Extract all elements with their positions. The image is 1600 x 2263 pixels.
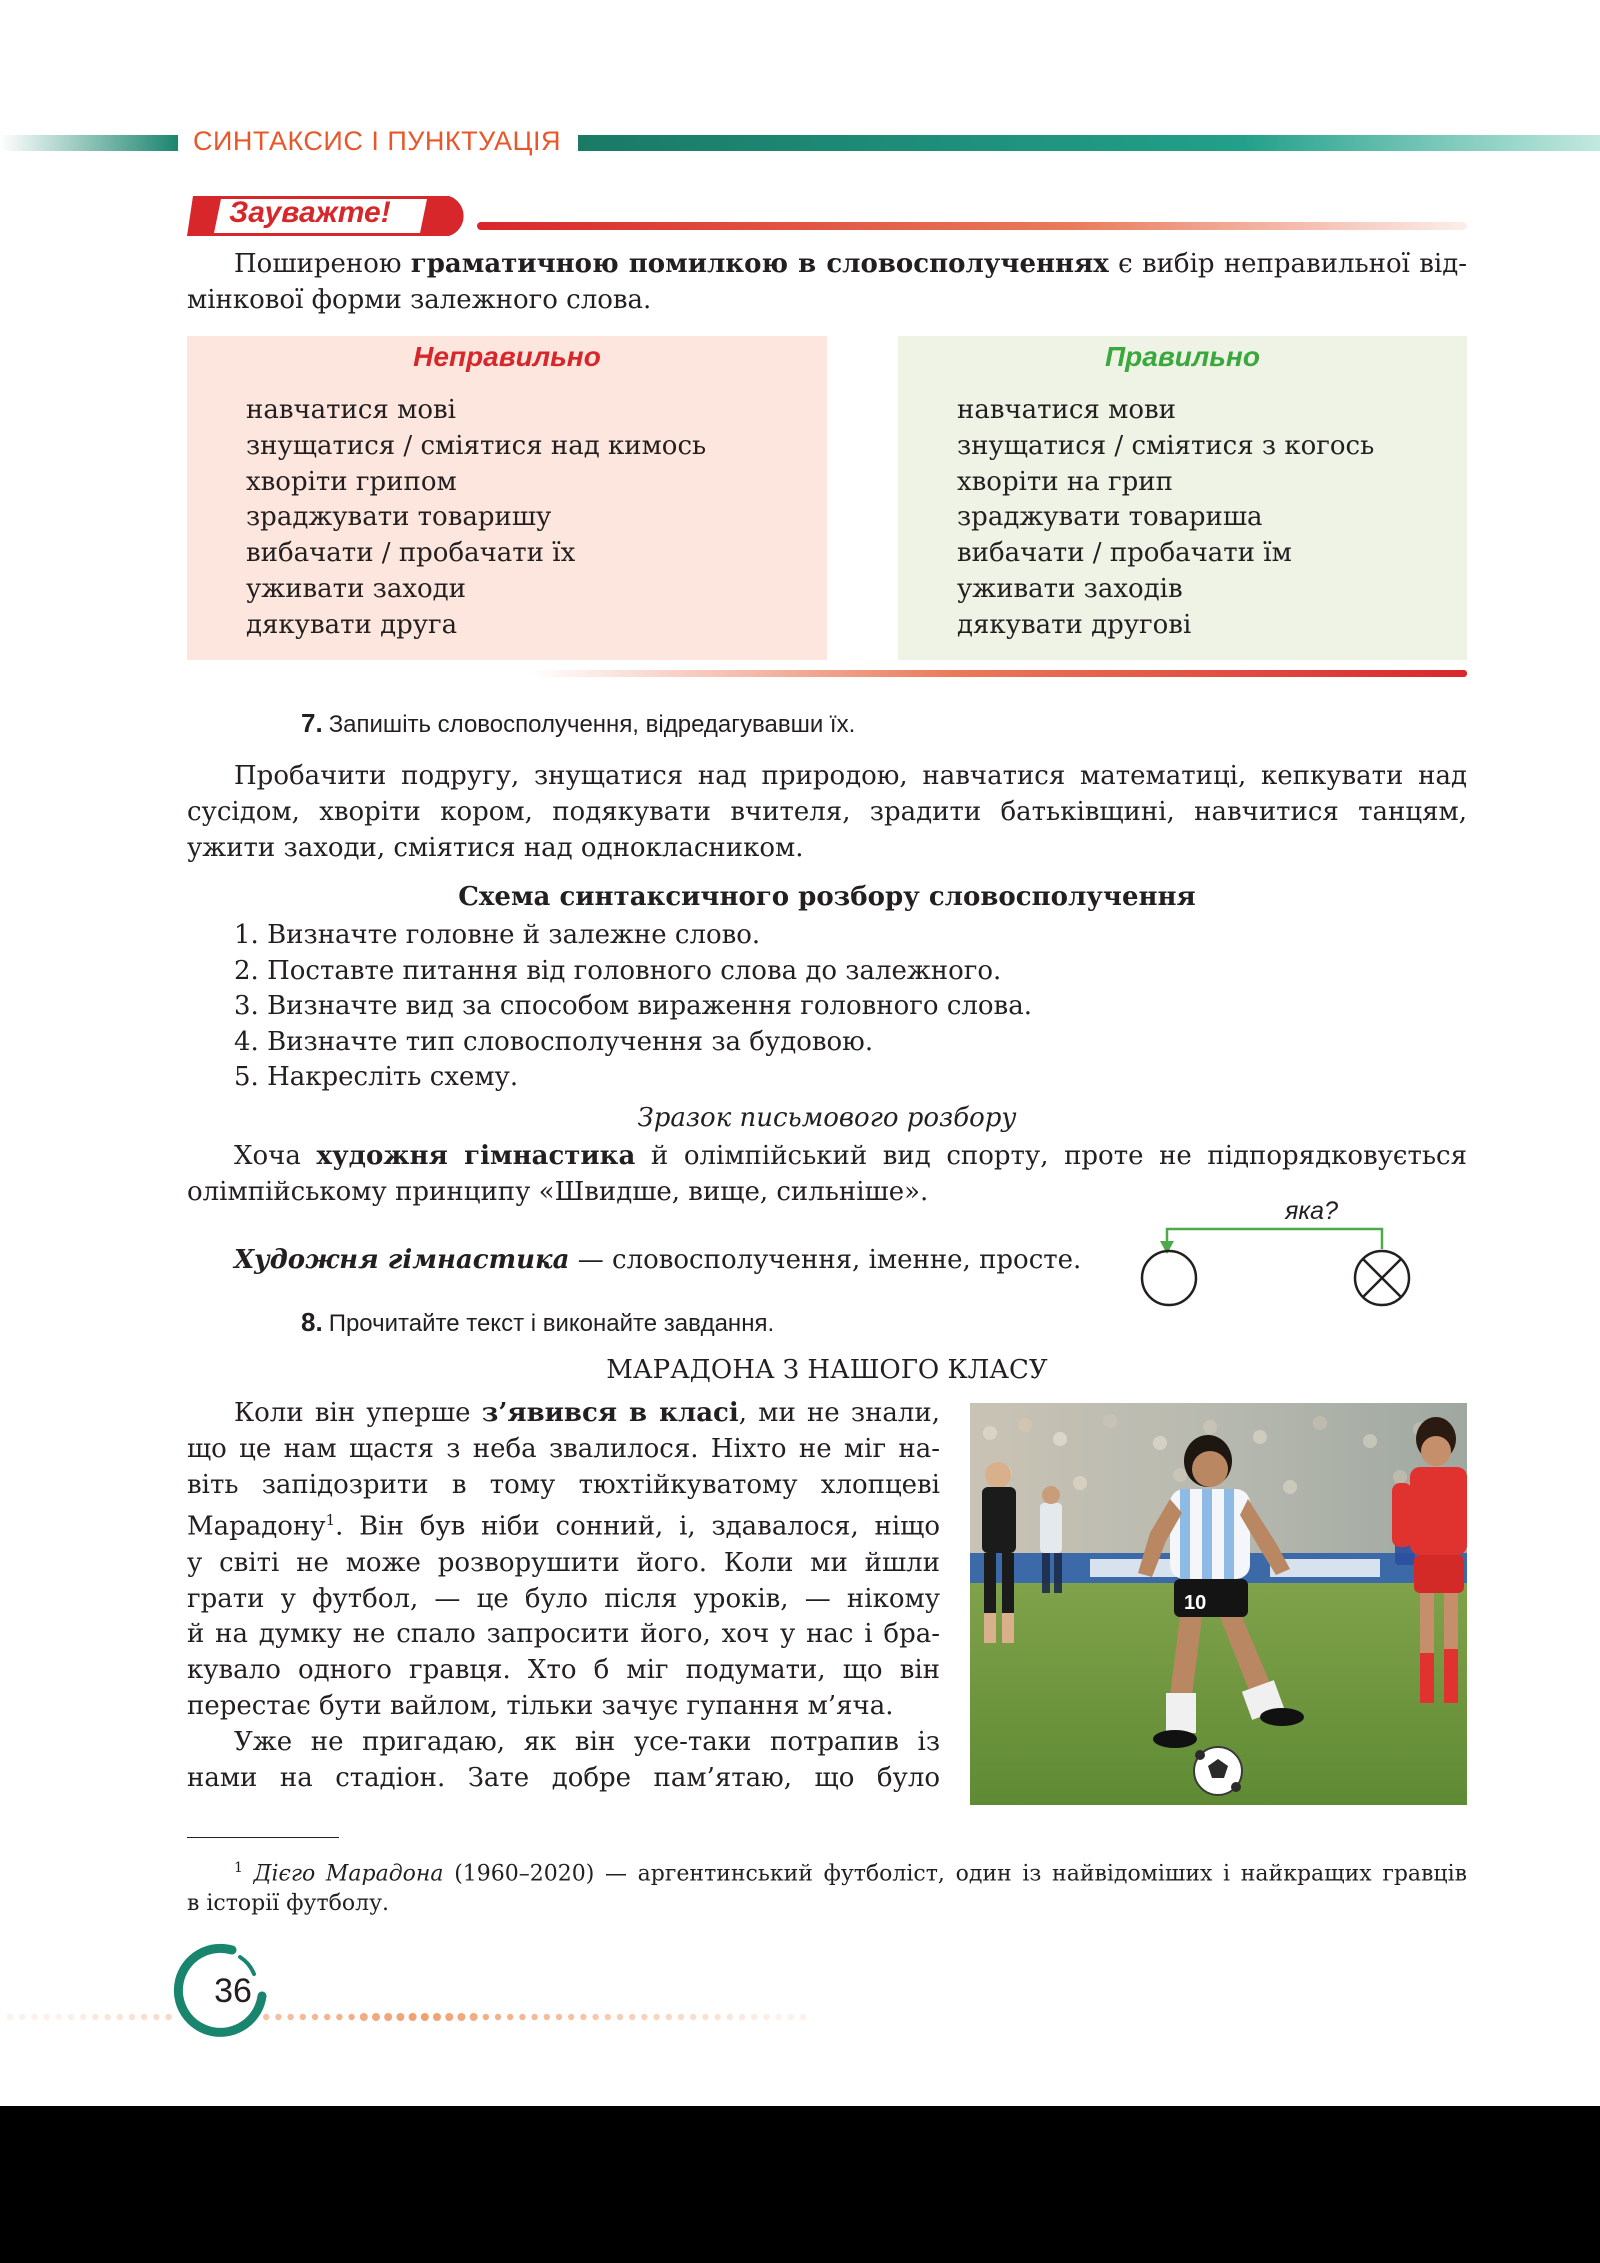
scheme-title: Схема синтаксичного розбору словосполучення (458, 882, 1196, 912)
decor-dot (727, 2014, 733, 2020)
list-item: хворіти грипом (246, 466, 457, 497)
right-forms-panel (898, 336, 1467, 660)
decor-dot (483, 2014, 489, 2020)
decor-dot (641, 2014, 647, 2020)
decor-dot (165, 2014, 171, 2020)
task-8 (301, 1307, 774, 1338)
story-title: МАРАДОНА З НАШОГО КЛАСУ (606, 1355, 1048, 1385)
decor-dot (68, 2014, 74, 2020)
question-arrow (1167, 1229, 1382, 1249)
decor-dot (568, 2014, 574, 2020)
decor-dot (433, 2013, 441, 2021)
decor-dot (788, 2014, 794, 2020)
list-item: навчатися мові (246, 395, 456, 425)
diagram-question: яка? (1285, 1197, 1338, 1225)
list-item: 4. Визначте тип словосполучення за будовою. (234, 1026, 874, 1057)
decor-dot (117, 2014, 123, 2020)
decor-dot (263, 2014, 269, 2020)
list-item: зраджувати товаришу (246, 502, 552, 533)
sample-paragraph: Хоча художня гімнастика й олімпійський вид спорту, проте не підпорядковується олімпійському принципу «Швидше, вище, сильніше». (187, 1141, 1467, 1207)
footnote-rule (187, 1837, 339, 1838)
decor-dot (129, 2014, 135, 2020)
task-7-exercise: Пробачити подругу, знущатися над природою, навчатися математиці, кепкувати над сусідом, хворіти кором, подякувати вчителя, зрадити батьківщині, навчитися танцям, ужити заходи, сміятися над однокласником. (187, 761, 1467, 863)
svg-text:10: 10 (1184, 1592, 1207, 1614)
decor-dot (372, 2013, 380, 2021)
decor-dot (43, 2014, 49, 2020)
decor-dot (495, 2014, 501, 2020)
list-item: уживати заходів (957, 573, 1183, 604)
panel-rule (530, 670, 1467, 677)
footnote: $^1$ Дієго Марадона (1960–2020) — аргентинський футболіст, один із найвідоміших і найкращих гравців в історії футболу. (187, 1860, 1468, 1917)
scheme-steps (234, 918, 1032, 1096)
note-label: Зауважте! (229, 196, 391, 229)
header-bar-right (578, 135, 1600, 151)
bottom-black-band (0, 2106, 1600, 2263)
decor-dot (519, 2014, 525, 2020)
decor-dot (19, 2014, 25, 2020)
list-item: 2. Поставте питання від головного слова до залежного. (234, 955, 1002, 986)
decor-dot (409, 2013, 417, 2021)
decor-dot (141, 2014, 147, 2020)
decor-dot (300, 2014, 306, 2020)
decor-dot (348, 2014, 354, 2020)
list-item: дякувати друга (246, 609, 458, 640)
decor-dot (360, 2013, 368, 2021)
decor-dot (275, 2014, 281, 2020)
decor-dot (678, 2014, 684, 2020)
task-number: 8. (301, 1307, 323, 1337)
list-item: зраджувати товариша (957, 502, 1263, 533)
list-item: 1. Визначте головне й залежне слово. (234, 920, 761, 950)
decor-dot (544, 2014, 550, 2020)
decor-dot (92, 2014, 98, 2020)
list-item: вибачати / пробачати їм (957, 538, 1292, 569)
main-word-circle (1142, 1251, 1196, 1305)
note-rule (477, 222, 1467, 230)
decor-dot (7, 2014, 13, 2020)
decor-dot (104, 2014, 110, 2020)
story-text: Коли він уперше з’явився в класі, ми не знали, що це нам щастя з неба звалилося. Ніхто не міг на- віть запідозрити в тому тюхтійкуватому хлопцеві Марадону$^1$. Він був ніби сонний, і, здавалося, ніщо у світі не може розворушити його. Коли ми йшли грати у футбол, — це було після уроків, — нікому й на думку не спало запросити його, хоч у нас і бра- кувало одного гравця. Хто б міг подумати, що він перестає бути вайлом, тільки зачує гупання м’яча. Уже не пригадаю, як він усе-таки потрапив із нами на стадіон. Зате добре пам’ятаю, що було (187, 1398, 941, 1793)
list-item: знущатися / сміятися над кимось (246, 430, 707, 461)
football-ball (1194, 1747, 1242, 1795)
task-7 (301, 708, 855, 739)
decor-dot (775, 2014, 781, 2020)
decor-dot (617, 2014, 623, 2020)
decor-dot (702, 2014, 708, 2020)
decor-dot (31, 2014, 37, 2020)
decor-dot (531, 2014, 537, 2020)
note-paragraph: Поширеною граматичною помилкою в словосполученнях є вибір неправильної від- мінкової форми залежного слова. (187, 249, 1468, 315)
task-text: Запишіть словосполучення, відредагувавши їх. (328, 711, 856, 738)
decor-dot (507, 2014, 513, 2020)
decor-dot (80, 2014, 86, 2020)
decor-dot (457, 2013, 465, 2021)
football-photo (970, 1403, 1467, 1805)
sample-title: Зразок письмового розбору (637, 1103, 1017, 1133)
section-title: СИНТАКСИС І ПУНКТУАЦІЯ (193, 126, 561, 156)
decor-dot (445, 2013, 453, 2021)
sample-phrase: Художня гімнастика (234, 1245, 570, 1275)
list-item: навчатися мови (957, 395, 1176, 425)
task-number: 7. (301, 708, 323, 738)
decor-dot (384, 2013, 392, 2021)
decor-dot (153, 2014, 159, 2020)
list-item: уживати заходи (246, 573, 466, 604)
decor-dot (324, 2014, 330, 2020)
right-forms-title: Правильно (1105, 341, 1260, 372)
decor-dot (592, 2014, 598, 2020)
decor-dot (653, 2014, 659, 2020)
decor-dot (556, 2014, 562, 2020)
decor-dot (666, 2014, 672, 2020)
decor-dot (336, 2014, 342, 2020)
list-item: 5. Накресліть схему. (234, 1062, 519, 1092)
decor-dot (690, 2014, 696, 2020)
page-dots-decoration (0, 2010, 820, 2024)
decor-dot (421, 2013, 429, 2021)
decor-dot (763, 2014, 769, 2020)
page-number: 36 (214, 1972, 252, 2010)
decor-dot (396, 2013, 404, 2021)
decor-dot (751, 2014, 757, 2020)
decor-dot (629, 2014, 635, 2020)
sample-analysis: Художня гімнастика — словосполучення, іменне, просте. (234, 1245, 1082, 1275)
decor-dot (580, 2014, 586, 2020)
decor-dot (56, 2014, 62, 2020)
header-bar-left (0, 135, 178, 151)
wrong-forms-panel (187, 336, 827, 660)
list-item: хворіти на грип (957, 466, 1173, 497)
list-item: дякувати другові (957, 609, 1192, 640)
list-item: 3. Визначте вид за способом вираження головного слова. (234, 991, 1032, 1021)
decor-dot (714, 2014, 720, 2020)
phrase-scheme-diagram (1135, 1190, 1415, 1310)
decor-dot (287, 2014, 293, 2020)
decor-dot (605, 2014, 611, 2020)
list-item: знущатися / сміятися з когось (957, 430, 1375, 461)
decor-dot (800, 2014, 806, 2020)
decor-dot (739, 2014, 745, 2020)
task-text: Прочитайте текст і виконайте завдання. (328, 1310, 775, 1337)
wrong-forms-title: Неправильно (413, 341, 601, 372)
list-item: вибачати / пробачати їх (246, 538, 576, 569)
decor-dot (312, 2014, 318, 2020)
decor-dot (470, 2013, 478, 2021)
